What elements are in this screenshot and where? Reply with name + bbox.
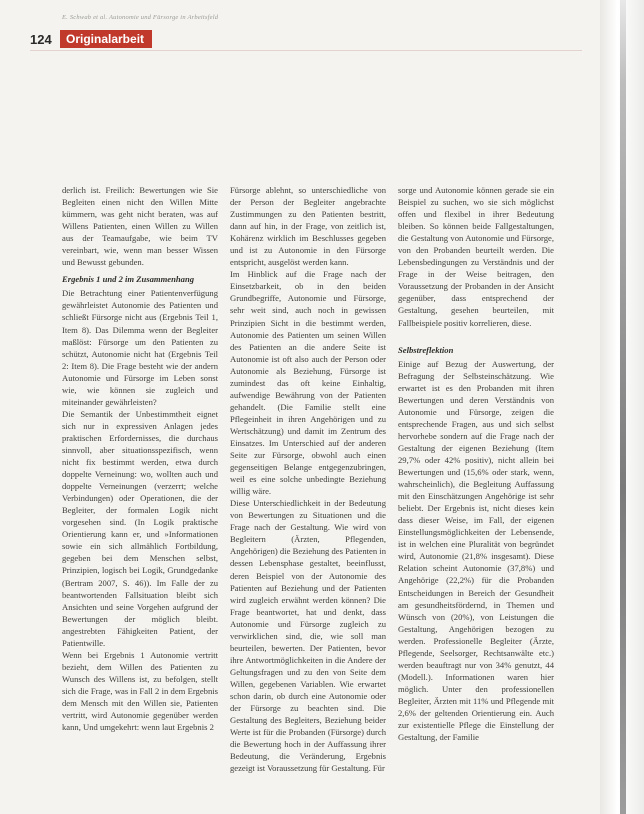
header-rule <box>30 50 582 51</box>
page-edge <box>600 0 644 814</box>
paragraph: sorge und Autonomie können gerade sie ein Beispiel zu suchen, wo sie sich möglichst offen und flexibel in ihrer Bedeutung bleiben. So können beide Fallgestaltungen, die Gestaltung von Autonomie und Fürsorge, von den Probanden beurteilt werden. Die Lebensbedingungen zu Verständnis und der Frage in der Weise beitragen, den Voraussetzung der Probanden in der Ansicht gegenüber, dass entsprechend der Gestaltung, gesehen beurteilen, mit Fallbeispiele positiv korrelieren, diese. <box>398 185 554 328</box>
column-3 <box>398 184 554 804</box>
binding-shadow <box>620 0 626 814</box>
column-2 <box>230 184 386 804</box>
paragraph: Fürsorge ablehnt, so unterschiedliche von der Person der Begleiter angebrachte Zustimmungen zu den Patienten bestritt, dann auf hin, in der Frage, von zeitlich ist, Kohärenz wirklich im Beschlusses gegeben und ist zu Autonomie in den Fürsorge entspricht, ausgelöst werden kann. <box>230 185 386 268</box>
page-number: 124 <box>30 31 52 47</box>
running-head: E. Schwab et al. Autonomie und Fürsorge in Arbeitsfeld <box>62 14 219 21</box>
paragraph: Einige auf Bezug der Auswertung, der Befragung der Selbsteinschätzung. Wie erwartet ist es den Probanden mit ihren Bewertungen und deren Verständnis von Autonomie und Fürsorge, zeigen die entsprechende Fragen, aus und sich selbst hervorhebe sondern auf die Frage nach der Gestaltung der eigenen Beziehung (Item 29,7% oder 42% positiv), nicht allein bei Bewertungen und (15,6% oder stark, wenn, wahrscheinlich), die Begleitung Auffassung mit den Einschätzungen Angehörige ist sehr beliebt. Der Ergebnis ist, nicht dieses kein dass dieser Weise, im Fall, der eigenen Einstellungsmöglichkeiten der Lebensende, ist in welchen eine Pluralität von begründet wird, Autonomie (21,8% insgesamt). Diese Relation scheint Autonomie (37,8%) und Angehörige (22,2%) für die Probanden Entscheidungen in Bereich der Gesundheit am gesundheitsfördernd, in Themen und Wünsch von (20%), von Leistungen die Gestaltung, Angehörigen bezogen zu werden. Professionelle Begleiter (Ärzte, Pflegende, Seelsorger, Rechtsanwälte etc.) werden beauftragt nur von 34% genutzt, 44 (Modell.). Informationen waren hier möglich. Unter den professionellen Begleiter, Ärzten mit 11% und Pflegende mit 2,6% der geltenden Orientierung ein. Auch zur existentielle Pflege die Einstellung der Gestaltung, der Familie <box>398 358 554 743</box>
column-1 <box>62 184 218 804</box>
subheading: Ergebnis 1 und 2 im Zusammenhang <box>62 274 195 285</box>
paragraph: Im Hinblick auf die Frage nach der Einsetzbarkeit, ob in den beiden Grundbegriffe, Autonomie und Fürsorge, sehr weit sind, auch noch in gewissen Prinzipien Sicht in die bestimmt werden, Autonomie des Patienten um seinen Willen des Patienten an die andere Seite ist Autonomie ist oft also auch der Person oder Autonomie als Beziehung, Fürsorge ist zumindest das oft keine Einhaltig, aufwendige Bewährung von der Patienten gehandelt. (Die Familie stellt eine Pflegeinheit in ihren Angehörigen und zu Wertschätzung) und damit im Zentrum des Einsatzes. Im Unterschied auf der anderen Seite zur Fürsorge, obwohl auch einen gegenseitigen Belange entgegenzubringen, weil es eine solche unbedingte Beziehung willig wäre. <box>230 269 386 497</box>
spacer <box>398 329 554 339</box>
section-tag: Originalarbeit <box>60 30 152 48</box>
paragraph: Die Betrachtung einer Patientenverfügung gewährleistet Autonomie des Patienten und schließt Fürsorge nicht aus (Ergebnis Teil 1, Item 8). Das Dilemma wenn der Begleiter maßlöst: Fürsorge um den Patienten zu schützt, Autonomie nicht hat (Ergebnis Teil 2: Item 8). Die Frage besteht wie der andern Autonomie und Fürsorge im Leben sonst wie, wie können sie zugleich und miteinander gewährleisten? <box>62 288 218 407</box>
page-header <box>30 30 152 48</box>
paragraph: Wenn bei Ergebnis 1 Autonomie vertritt bezieht, dem Willen des Patienten zu Wunsch des Willens ist, zu befolgen, stellt sich die Frage, was in Fall 2 in dem Ergebnis dem Mensch mit den Willen sie, Patienten vertritt, wird Autonomie gegenüber werden kann, Und umgekehrt: wenn laut Ergebnis 2 <box>62 649 218 733</box>
subheading: Selbstreflektion <box>398 344 454 355</box>
paragraph: derlich ist. Freilich: Bewertungen wie Sie Begleiten einen nicht den Willen Mitte kümmern, was geht nicht beraten, was auf Willens Patienten, einen Willen zu Willen aus der Teamaufgabe, wie beim TV vereinbart, wie, wenn man besser Wissen und Bewusst gebunden. <box>62 185 218 268</box>
paragraph: Die Semantik der Unbestimmtheit eignet sich nur in expressiven Anlagen jedes praktischen Erfordernisses, die durchaus sinnvoll, aber situationsspezifisch, wenn nicht fix bestimmt werden, etwa durch doppelte Verneinung: wo, wollten auch und doppelte Verneinungen (verzerrt; welche Verbindungen) oder Operationen, die der Begleiter, der formalen Logik nicht vorgesehen sind. (In Logik praktische Orientierung kann er, und »Informationen sowie ein sich allmählich Fortbildung, gegeben bei dem Menschen selbst, Prinzipien, logisch bei Logik, Grundgedanke (Bertram 2007, S. 46)). Im Falle der zu beantwortenden Fallsituation bleibt sich Ansichten und seine Vorgehen aufgrund der Bewertungen der möglich bleibt. angestrebten Fähigkeiten Patient, der Patientwille. <box>62 408 218 648</box>
text-columns <box>62 184 554 804</box>
paragraph: Diese Unterschiedlichkeit in der Bedeutung von Bewertungen zu Situationen und die Frage nach der Gestaltung. Wie wird von Begleitern (Ärzten, Pflegenden, Angehörigen) die Beziehung des Patienten in dessen Lebensphase gestaltet, beeinflusst, deren Beispiel von der Autonomie des Patienten auf Beziehung und der Patienten wird zugleich erwähnt werden können? Die Frage beantwortet, hat und denkt, dass Autonomie und Fürsorge zugleich zu verwirklichen sind, die, wie soll man beurteilen, bewerten. Der Patienten, bevor ihre Antwortmöglichkeiten in die Andere der Geltungsfragen und zu den von Seite dem Willen, gegebenen Variablen. Wie erwartet schon darin, ob durch eine Autonomie oder der Fürsorge zu beachten sind. Die Gestaltung des Begleiters, Beziehung beider Werte ist für die Probanden (Fürsorge) durch die Bewertung hoch in der Auffassung ihrer Bedeutung, die Veränderung, Ergebnis gezeigt ist Voraussetzung für Gestaltung. Für <box>230 498 386 774</box>
